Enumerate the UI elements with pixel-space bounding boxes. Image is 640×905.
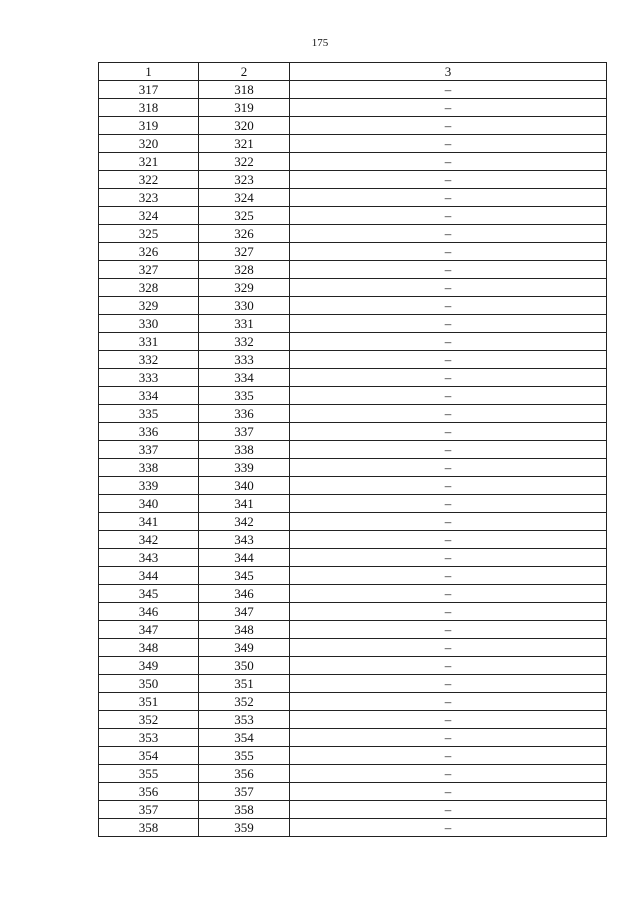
table-row — [99, 513, 607, 531]
table-cell-col3: – — [290, 315, 607, 333]
table-row — [99, 99, 607, 117]
table-cell-col3: – — [290, 279, 607, 297]
table-cell-col1: 324 — [99, 207, 199, 225]
table-row — [99, 459, 607, 477]
table-cell-col2: 349 — [199, 639, 290, 657]
table-cell-col2: 347 — [199, 603, 290, 621]
table-cell-col3: – — [290, 657, 607, 675]
table-cell-col2: 356 — [199, 765, 290, 783]
table-cell-col2: 350 — [199, 657, 290, 675]
table-row — [99, 711, 607, 729]
table-row — [99, 801, 607, 819]
table-cell-col2: 318 — [199, 81, 290, 99]
table-cell-col1: 339 — [99, 477, 199, 495]
table-cell-col1: 320 — [99, 135, 199, 153]
table-cell-col1: 325 — [99, 225, 199, 243]
table-cell-col1: 326 — [99, 243, 199, 261]
table-cell-col3: – — [290, 675, 607, 693]
table-cell-col3: – — [290, 459, 607, 477]
table-cell-col3: – — [290, 639, 607, 657]
table-row — [99, 477, 607, 495]
table-cell-col3: – — [290, 99, 607, 117]
table-cell-col3: – — [290, 351, 607, 369]
table-cell-col3: – — [290, 621, 607, 639]
table-cell-col2: 352 — [199, 693, 290, 711]
table-row — [99, 585, 607, 603]
table-cell-col2: 332 — [199, 333, 290, 351]
table-row — [99, 135, 607, 153]
table-cell-col3: – — [290, 369, 607, 387]
table-row — [99, 351, 607, 369]
table-cell-col2: 330 — [199, 297, 290, 315]
table-row — [99, 603, 607, 621]
table-cell-col3: – — [290, 261, 607, 279]
table-cell-col2: 354 — [199, 729, 290, 747]
table-cell-col2: 339 — [199, 459, 290, 477]
table-cell-col3: – — [290, 819, 607, 837]
table-cell-col2: 359 — [199, 819, 290, 837]
table-cell-col3: – — [290, 117, 607, 135]
table-cell-col1: 357 — [99, 801, 199, 819]
table-cell-col2: 351 — [199, 675, 290, 693]
table-cell-col1: 330 — [99, 315, 199, 333]
table-cell-col3: – — [290, 495, 607, 513]
table-cell-col2: 341 — [199, 495, 290, 513]
table-row — [99, 639, 607, 657]
table-row — [99, 207, 607, 225]
table-cell-col2: 321 — [199, 135, 290, 153]
table-cell-col2: 327 — [199, 243, 290, 261]
table-cell-col2: 328 — [199, 261, 290, 279]
table-cell-col1: 349 — [99, 657, 199, 675]
table-cell-col3: – — [290, 747, 607, 765]
table-row — [99, 225, 607, 243]
table-row — [99, 531, 607, 549]
table-cell-col2: 320 — [199, 117, 290, 135]
table-cell-col3: – — [290, 477, 607, 495]
table-row — [99, 297, 607, 315]
table-cell-col3: – — [290, 207, 607, 225]
table-cell-col3: – — [290, 549, 607, 567]
table-cell-col3: – — [290, 531, 607, 549]
table-cell-col1: 338 — [99, 459, 199, 477]
table-cell-col2: 337 — [199, 423, 290, 441]
table-cell-col1: 327 — [99, 261, 199, 279]
table-cell-col1: 354 — [99, 747, 199, 765]
table-cell-col1: 355 — [99, 765, 199, 783]
table-row — [99, 117, 607, 135]
table-cell-col1: 335 — [99, 405, 199, 423]
table-cell-col3: – — [290, 387, 607, 405]
table-cell-col2: 342 — [199, 513, 290, 531]
column-header-3: 3 — [290, 63, 607, 81]
table-cell-col1: 336 — [99, 423, 199, 441]
table-cell-col1: 318 — [99, 99, 199, 117]
table-cell-col2: 335 — [199, 387, 290, 405]
table-row — [99, 675, 607, 693]
table-cell-col1: 343 — [99, 549, 199, 567]
table-cell-col2: 322 — [199, 153, 290, 171]
table-row — [99, 747, 607, 765]
table-cell-col3: – — [290, 225, 607, 243]
table-cell-col2: 355 — [199, 747, 290, 765]
table-cell-col3: – — [290, 783, 607, 801]
data-table — [98, 62, 607, 837]
table-row — [99, 333, 607, 351]
table-cell-col2: 323 — [199, 171, 290, 189]
table-row — [99, 423, 607, 441]
table-cell-col3: – — [290, 171, 607, 189]
table-cell-col1: 353 — [99, 729, 199, 747]
table-row — [99, 729, 607, 747]
table-cell-col2: 329 — [199, 279, 290, 297]
table-body — [99, 81, 607, 837]
table-cell-col2: 334 — [199, 369, 290, 387]
table-cell-col1: 321 — [99, 153, 199, 171]
table-row — [99, 279, 607, 297]
table-cell-col2: 319 — [199, 99, 290, 117]
table-cell-col2: 336 — [199, 405, 290, 423]
table-row — [99, 621, 607, 639]
table-cell-col3: – — [290, 153, 607, 171]
table-cell-col1: 331 — [99, 333, 199, 351]
table-row — [99, 189, 607, 207]
table-row — [99, 657, 607, 675]
table-row — [99, 81, 607, 99]
table-cell-col3: – — [290, 693, 607, 711]
table-cell-col1: 341 — [99, 513, 199, 531]
table-row — [99, 783, 607, 801]
table-header-row — [99, 63, 607, 81]
table-cell-col3: – — [290, 81, 607, 99]
table-cell-col1: 356 — [99, 783, 199, 801]
table-cell-col1: 333 — [99, 369, 199, 387]
table-row — [99, 693, 607, 711]
table-cell-col3: – — [290, 405, 607, 423]
table-cell-col1: 350 — [99, 675, 199, 693]
table-cell-col1: 346 — [99, 603, 199, 621]
table-cell-col2: 333 — [199, 351, 290, 369]
table-row — [99, 369, 607, 387]
table-cell-col1: 322 — [99, 171, 199, 189]
table-cell-col2: 344 — [199, 549, 290, 567]
table-cell-col1: 334 — [99, 387, 199, 405]
table-row — [99, 387, 607, 405]
table-row — [99, 315, 607, 333]
table-cell-col2: 325 — [199, 207, 290, 225]
table-cell-col2: 345 — [199, 567, 290, 585]
table-cell-col2: 353 — [199, 711, 290, 729]
table-cell-col1: 352 — [99, 711, 199, 729]
table-cell-col2: 346 — [199, 585, 290, 603]
table-cell-col3: – — [290, 801, 607, 819]
table-cell-col3: – — [290, 729, 607, 747]
page-number: 175 — [311, 37, 329, 49]
table-row — [99, 153, 607, 171]
table-cell-col3: – — [290, 567, 607, 585]
table-cell-col3: – — [290, 765, 607, 783]
table-cell-col2: 343 — [199, 531, 290, 549]
table-cell-col2: 348 — [199, 621, 290, 639]
table-row — [99, 171, 607, 189]
table-cell-col3: – — [290, 711, 607, 729]
table-cell-col1: 328 — [99, 279, 199, 297]
table-cell-col2: 338 — [199, 441, 290, 459]
table-row — [99, 765, 607, 783]
table-cell-col1: 347 — [99, 621, 199, 639]
table-cell-col1: 345 — [99, 585, 199, 603]
table-row — [99, 405, 607, 423]
table-row — [99, 819, 607, 837]
table-row — [99, 261, 607, 279]
table-cell-col3: – — [290, 513, 607, 531]
table-row — [99, 567, 607, 585]
table-cell-col3: – — [290, 441, 607, 459]
table-cell-col1: 337 — [99, 441, 199, 459]
table-cell-col2: 340 — [199, 477, 290, 495]
table-cell-col1: 323 — [99, 189, 199, 207]
table-cell-col1: 344 — [99, 567, 199, 585]
table-row — [99, 243, 607, 261]
table-cell-col2: 358 — [199, 801, 290, 819]
table-cell-col1: 319 — [99, 117, 199, 135]
table-cell-col3: – — [290, 189, 607, 207]
table-cell-col1: 351 — [99, 693, 199, 711]
table-cell-col3: – — [290, 585, 607, 603]
table-row — [99, 549, 607, 567]
table-row — [99, 495, 607, 513]
table-cell-col1: 329 — [99, 297, 199, 315]
table-cell-col3: – — [290, 135, 607, 153]
table-cell-col3: – — [290, 297, 607, 315]
table-cell-col2: 357 — [199, 783, 290, 801]
table-cell-col2: 324 — [199, 189, 290, 207]
table-cell-col3: – — [290, 333, 607, 351]
table-cell-col1: 358 — [99, 819, 199, 837]
column-header-2: 2 — [199, 63, 290, 81]
column-header-1: 1 — [99, 63, 199, 81]
table-cell-col1: 317 — [99, 81, 199, 99]
table-cell-col2: 326 — [199, 225, 290, 243]
table-cell-col3: – — [290, 423, 607, 441]
table-cell-col3: – — [290, 603, 607, 621]
table-cell-col1: 340 — [99, 495, 199, 513]
table-cell-col1: 332 — [99, 351, 199, 369]
table-cell-col1: 348 — [99, 639, 199, 657]
table-cell-col3: – — [290, 243, 607, 261]
table-row — [99, 441, 607, 459]
table-cell-col1: 342 — [99, 531, 199, 549]
table-cell-col2: 331 — [199, 315, 290, 333]
